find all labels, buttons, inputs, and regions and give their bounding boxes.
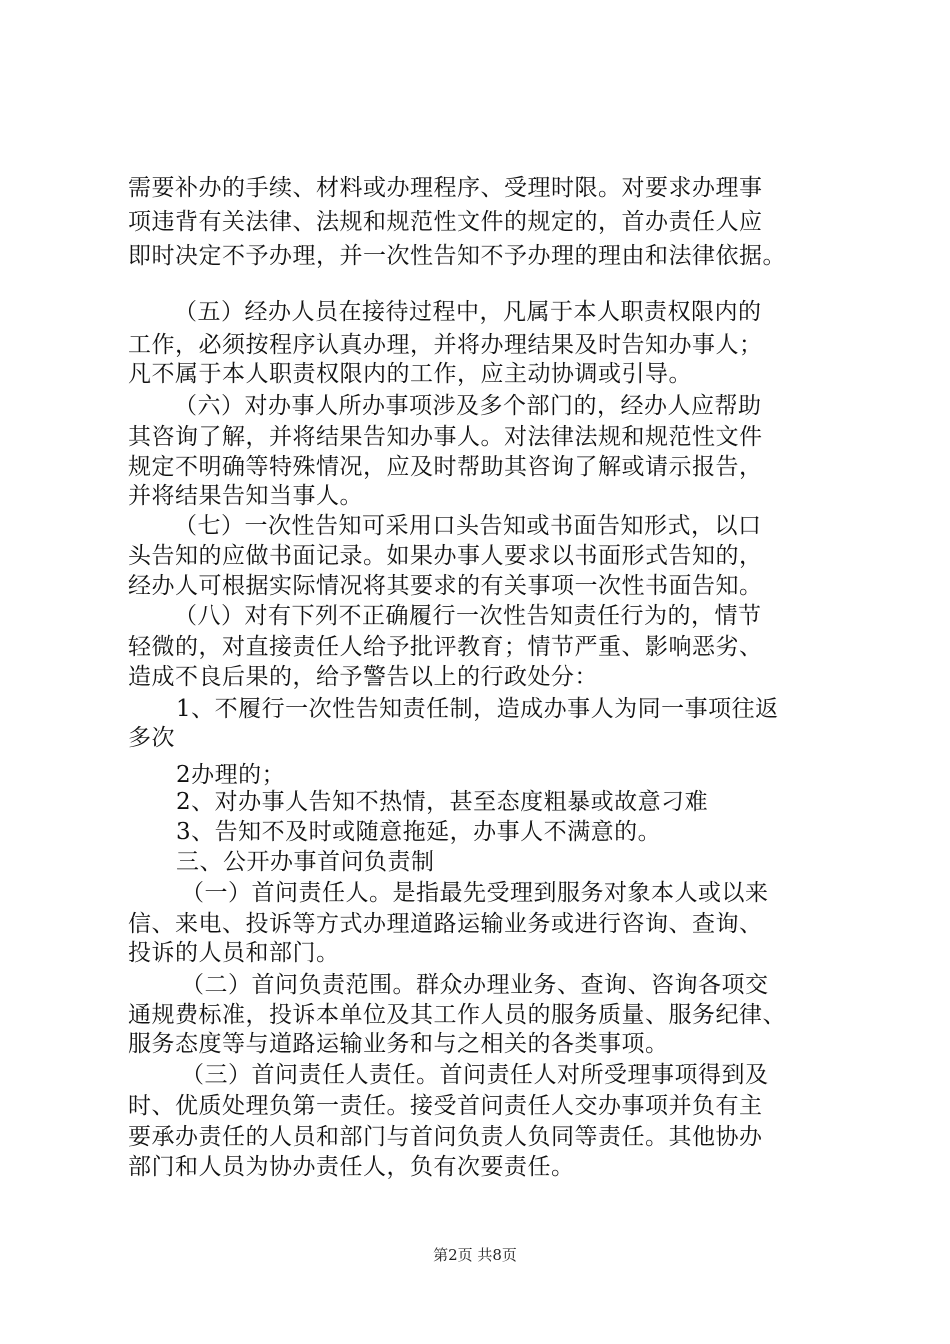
text-line: 项违背有关法律、法规和规范性文件的规定的，首办责任人应: [128, 209, 763, 235]
text-line: 要承办责任的人员和部门与首问负责人负同等责任。其他协办: [128, 1124, 763, 1150]
text-line: 通规费标准，投诉本单位及其工作人员的服务质量、服务纪律、: [128, 1002, 786, 1028]
text-line: 头告知的应做书面记录。如果办事人要求以书面形式告知的，: [128, 543, 763, 569]
text-line: 其咨询了解，并将结果告知办事人。对法律法规和规范性文件: [128, 424, 763, 450]
text-line: 并将结果告知当事人。: [128, 483, 363, 509]
text-line: 工作，必须按程序认真办理，并将办理结果及时告知办事人；: [128, 332, 763, 358]
text-line: 经办人可根据实际情况将其要求的有关事项一次性书面告知。: [128, 573, 763, 599]
text-line: （一）首问责任人。是指最先受理到服务对象本人或以来: [181, 880, 769, 906]
text-line: 时、优质处理负第一责任。接受首问责任人交办事项并负有主: [128, 1093, 763, 1119]
text-line: （五）经办人员在接待过程中，凡属于本人职责权限内的: [174, 299, 762, 325]
text-line: 3、告知不及时或随意拖延，办事人不满意的。: [176, 819, 662, 845]
section-heading: 三、公开办事首问负责制: [176, 849, 435, 875]
text-line: 规定不明确等特殊情况，应及时帮助其咨询了解或请示报告，: [128, 454, 763, 480]
text-line: 即时决定不予办理，并一次性告知不予办理的理由和法律依据。: [128, 243, 786, 269]
text-line: 投诉的人员和部门。: [128, 940, 340, 966]
text-line: （七）一次性告知可采用口头告知或书面告知形式，以口: [174, 513, 762, 539]
text-line: 需要补办的手续、材料或办理程序、受理时限。对要求办理事: [128, 175, 763, 201]
page-number: 第2页 共8页: [433, 1246, 517, 1264]
text-line: 造成不良后果的，给予警告以上的行政处分：: [128, 664, 598, 690]
text-line: 多次: [128, 725, 175, 751]
text-line: 凡不属于本人职责权限内的工作，应主动协调或引导。: [128, 361, 692, 387]
text-line: 2办理的；: [176, 762, 286, 788]
text-line: （三）首问责任人责任。首问责任人对所受理事项得到及: [181, 1062, 769, 1088]
text-line: （二）首问负责范围。群众办理业务、查询、咨询各项交: [181, 972, 769, 998]
text-line: （六）对办事人所办事项涉及多个部门的，经办人应帮助: [174, 393, 762, 419]
text-line: 部门和人员为协办责任人，负有次要责任。: [128, 1154, 575, 1180]
text-line: 1、不履行一次性告知责任制，造成办事人为同一事项往返: [176, 696, 779, 722]
text-line: 信、来电、投诉等方式办理道路运输业务或进行咨询、查询、: [128, 911, 763, 937]
text-line: 轻微的，对直接责任人给予批评教育；情节严重、影响恶劣、: [128, 634, 763, 660]
text-line: （八）对有下列不正确履行一次性告知责任行为的，情节: [174, 603, 762, 629]
text-line: 2、对办事人告知不热情，甚至态度粗暴或故意刁难: [176, 789, 709, 815]
text-line: 服务态度等与道路运输业务和与之相关的各类事项。: [128, 1031, 669, 1057]
